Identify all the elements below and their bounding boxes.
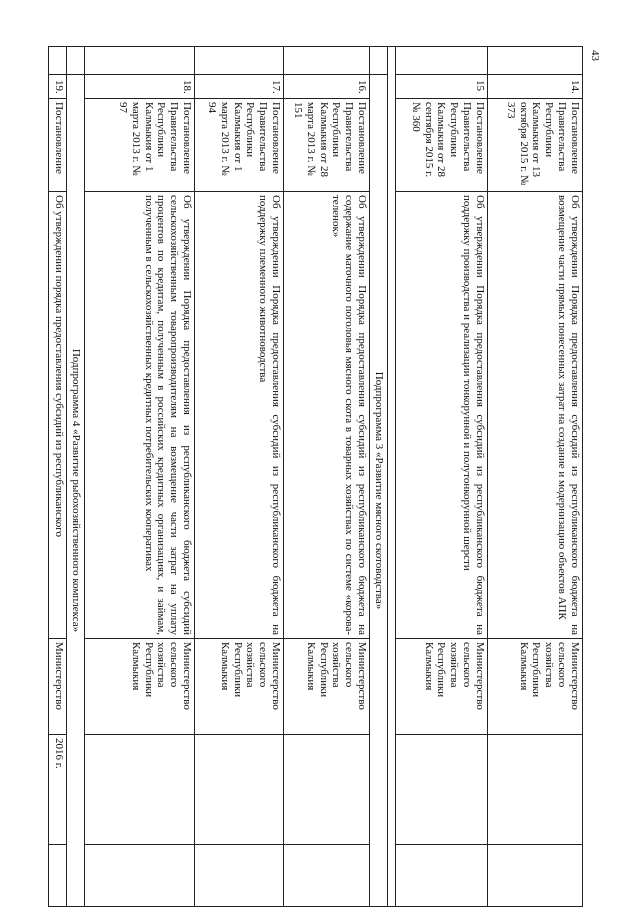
margin-cell	[195, 47, 284, 75]
description-cell: Об утверждении Порядка предоставления из республиканского бюджета субсидий сельскохозяйственным товаропроизводителям на возмещение части затрат на уплату процентов по кредитам, полученным в российских кредитных организациях, и займам, полученным в сельскохозяйственных кредитных потребительских кооперативах	[85, 192, 195, 639]
margin-cell	[488, 47, 583, 75]
row-number: 19.	[49, 75, 67, 99]
note-cell	[396, 845, 488, 907]
row-number: 16.	[284, 75, 370, 99]
description-cell: Об утверждении Порядка предоставления субсидий из республиканского бюджета на содержание маточного поголовья мясного скота в товарных хозяйствах по системе «корова-теленок»	[284, 192, 370, 639]
description-cell: Об утверждении Порядка предоставления субсидий из республиканского бюджета на поддержку племенного животноводства	[195, 192, 284, 639]
document-cell: Постановление Правительства Республики Калмыкия от 28 марта 2013 г. № 151	[284, 99, 370, 192]
margin-cell	[396, 47, 488, 75]
table-row	[488, 47, 583, 907]
executor-cell: Министерство сельского хозяйства Республики Калмыкия	[85, 639, 195, 735]
document-cell: Постановление Правительства Республики Калмыкия от 1 марта 2013 г. № 94	[195, 99, 284, 192]
date-cell	[488, 735, 583, 845]
document-cell: Постановление	[49, 99, 67, 192]
note-cell	[195, 845, 284, 907]
note-cell	[49, 845, 67, 907]
margin-cell	[49, 47, 67, 75]
description-cell: Об утверждении Порядка предоставления субсидий из республиканского бюджета на поддержку производства и реализации тонкорунной и полутонкорунной шерсти	[396, 192, 488, 639]
subprogram-3-title: Подпрограмма 3 «Развитие мясного скотоводства»	[370, 75, 388, 907]
margin-cell	[370, 47, 388, 75]
executor-cell: Министерство	[49, 639, 67, 735]
table-row	[284, 47, 370, 907]
row-number: 17.	[195, 75, 284, 99]
note-cell	[85, 845, 195, 907]
note-cell	[284, 845, 370, 907]
date-cell	[396, 735, 488, 845]
description-cell: Об утверждении Порядка предоставления субсидий из республиканского бюджета на возмещение части прямых понесенных затрат на создание и модернизацию объектов АПК	[488, 192, 583, 639]
margin-cell	[284, 47, 370, 75]
executor-cell: Министерство сельского хозяйства Республики Калмыкия	[195, 639, 284, 735]
document-cell: Постановление Правительства Республики Калмыкия от 28 сентября 2015 г. № 360	[396, 99, 488, 192]
spacer-cell	[388, 47, 396, 907]
document-cell: Постановление Правительства Республики Калмыкия от 13 октября 2015 г. № 373	[488, 99, 583, 192]
note-cell	[488, 845, 583, 907]
section-row	[67, 47, 85, 907]
executor-cell: Министерство сельского хозяйства Республики Калмыкия	[284, 639, 370, 735]
page-number: 43	[589, 50, 601, 61]
date-cell	[85, 735, 195, 845]
spacer-row	[388, 47, 396, 907]
executor-cell: Министерство сельского хозяйства Республики Калмыкия	[488, 639, 583, 735]
description-cell: Об утверждении порядка предоставления субсидий из республиканского	[49, 192, 67, 639]
margin-cell	[67, 47, 85, 75]
table-row	[85, 47, 195, 907]
table-row	[396, 47, 488, 907]
subprogram-4-title: Подпрограмма 4 «Развитие рыбохозяйственного комплекса»	[67, 75, 85, 907]
row-number: 15	[396, 75, 488, 99]
margin-cell	[85, 47, 195, 75]
table-row	[49, 47, 67, 907]
row-number: 18.	[85, 75, 195, 99]
section-row	[370, 47, 388, 907]
date-cell	[284, 735, 370, 845]
rotated-page	[53, 46, 583, 906]
table-row	[195, 47, 284, 907]
document-cell: Постановление Правительства Республики Калмыкия от 1 марта 2013 г. № 97	[85, 99, 195, 192]
row-number: 14.	[488, 75, 583, 99]
program-table	[48, 46, 583, 907]
executor-cell: Министерство сельского хозяйства Республики Калмыкия	[396, 639, 488, 735]
date-cell	[195, 735, 284, 845]
date-cell: 2016 г.	[49, 735, 67, 845]
